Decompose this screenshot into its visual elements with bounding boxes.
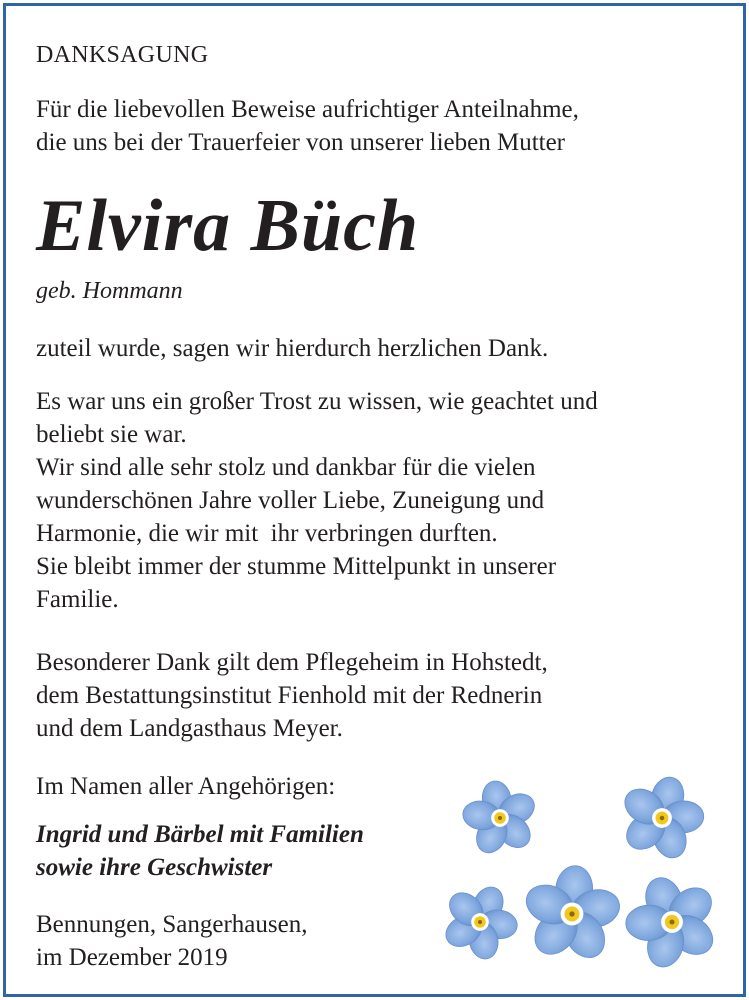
signers: Ingrid und Bärbel mit Familien sowie ihre Geschwister: [36, 821, 364, 881]
special-thanks-text: Besonderer Dank gilt dem Pflegeheim in Hohstedt, dem Bestattungsinstitut Fienhold mit der Rednerin und dem Landgasthaus Meyer.: [36, 649, 548, 742]
flower-blossom: [610, 862, 735, 984]
on-behalf-line: Im Namen aller Angehörigen:: [36, 773, 336, 800]
birth-name: geb. Hommann: [36, 278, 183, 304]
flower-blossom: [608, 766, 716, 871]
intro-text: Für die liebevollen Beweise aufrichtiger Anteilnahme, die uns bei der Trauerfeier von unserer lieben Mutter: [36, 96, 579, 156]
tribute-text: Es war uns ein großer Trost zu wissen, wie geachtet und beliebt sie war. Wir sind alle sehr stolz und dankbar für die vielen wunderschönen Jahre voller Liebe, Zuneigung und Harmonie, die wir mit ihr verbringen durften. Sie bleibt immer der stumme Mittelpunkt in unserer Familie.: [36, 388, 598, 613]
forget-me-not-flowers-image: [422, 746, 746, 997]
flower-blossom: [427, 871, 532, 974]
flower-blossom: [516, 861, 628, 968]
obituary-notice: [3, 3, 746, 997]
deceased-name: Elvira Büch: [36, 185, 420, 267]
flower-blossom: [454, 774, 546, 863]
place-date: Bennungen, Sangerhausen, im Dezember 2019: [36, 911, 308, 971]
notice-heading: DANKSAGUNG: [36, 42, 209, 68]
thanks-line: zuteil wurde, sagen wir hierdurch herzlichen Dank.: [36, 335, 549, 362]
